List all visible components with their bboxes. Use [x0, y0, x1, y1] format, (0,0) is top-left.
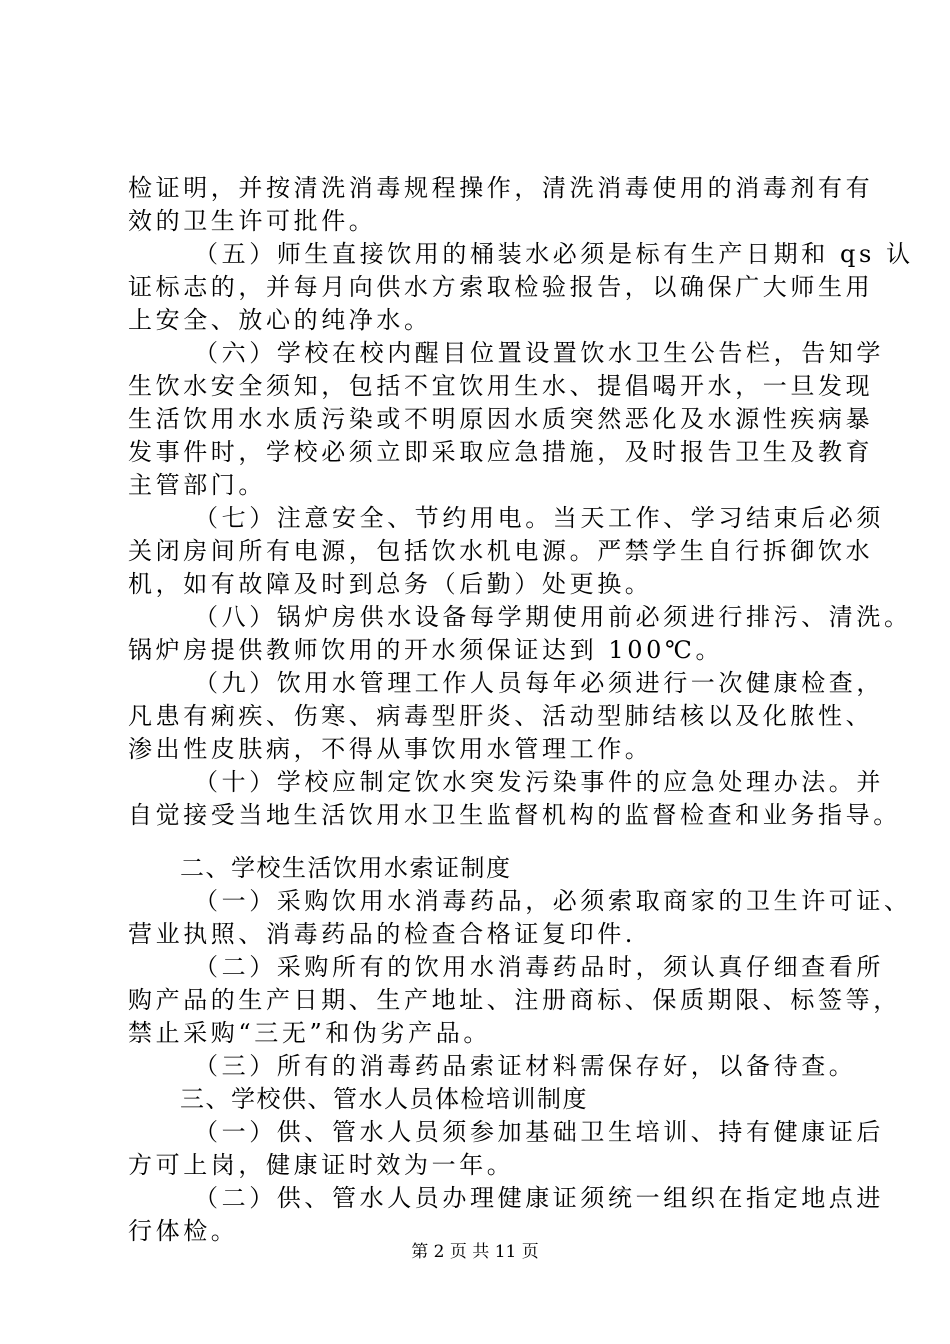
text-line: 禁止采购“三无”和伪劣产品。	[128, 1019, 491, 1047]
text-line: 效的卫生许可批件。	[128, 207, 377, 235]
text-line: 关闭房间所有电源，包括饮水机电源。严禁学生自行拆御饮水	[128, 537, 874, 565]
text-line: 购产品的生产日期、生产地址、注册商标、保质期限、标签等，	[128, 986, 901, 1014]
text-line: 渗出性皮肤病，不得从事饮用水管理工作。	[128, 735, 653, 763]
text-line: 上安全、放心的纯净水。	[128, 306, 432, 334]
text-line: （五）师生直接饮用的桶装水必须是标有生产日期和 qs 认	[194, 240, 914, 268]
text-line: 方可上岗，健康证时效为一年。	[128, 1151, 515, 1179]
text-line: 主管部门。	[128, 471, 266, 499]
text-line: （七）注意安全、节约用电。当天工作、学习结束后必须	[194, 504, 884, 532]
text-line: 自觉接受当地生活饮用水卫生监督机构的监督检查和业务指导。	[128, 801, 901, 829]
text-line: （九）饮用水管理工作人员每年必须进行一次健康检查，	[194, 669, 884, 697]
text-line: （八）锅炉房供水设备每学期使用前必须进行排污、清洗。	[194, 603, 912, 631]
text-line: （十）学校应制定饮水突发污染事件的应急处理办法。并	[194, 768, 884, 796]
text-line: 生活饮用水水质污染或不明原因水质突然恶化及水源性疾病暴	[128, 405, 874, 433]
text-line: 证标志的，并每月向供水方索取检验报告，以确保广大师生用	[128, 273, 874, 301]
text-line: （二）采购所有的饮用水消毒药品时，须认真仔细查看所	[194, 953, 884, 981]
text-line: 凡患有痢疾、伤寒、病毒型肝炎、活动型肺结核以及化脓性、	[128, 702, 874, 730]
text-line: （六）学校在校内醒目位置设置饮水卫生公告栏，告知学	[194, 339, 884, 367]
text-line: 锅炉房提供教师饮用的开水须保证达到 100℃。	[128, 636, 724, 664]
text-line: 营业执照、消毒药品的检查合格证复印件.	[128, 920, 637, 948]
text-line: 生饮水安全须知，包括不宜饮用生水、提倡喝开水，一旦发现	[128, 372, 874, 400]
page-footer: 第 2 页 共 11 页	[411, 1242, 539, 1262]
text-line: （三）所有的消毒药品索证材料需保存好，以备待查。	[194, 1052, 857, 1080]
text-line: （二）供、管水人员办理健康证须统一组织在指定地点进	[194, 1184, 884, 1212]
section-heading: 三、学校供、管水人员体检培训制度	[180, 1085, 588, 1113]
section-heading: 二、学校生活饮用水索证制度	[180, 854, 512, 882]
text-line: （一）采购饮用水消毒药品，必须索取商家的卫生许可证、	[194, 887, 912, 915]
text-line: （一）供、管水人员须参加基础卫生培训、持有健康证后	[194, 1118, 884, 1146]
text-line: 机，如有故障及时到总务（后勤）处更换。	[128, 570, 653, 598]
text-line: 检证明，并按清洗消毒规程操作，清洗消毒使用的消毒剂有有	[128, 174, 874, 202]
text-line: 行体检。	[128, 1217, 239, 1245]
text-line: 发事件时，学校必须立即采取应急措施，及时报告卫生及教育	[128, 438, 874, 466]
